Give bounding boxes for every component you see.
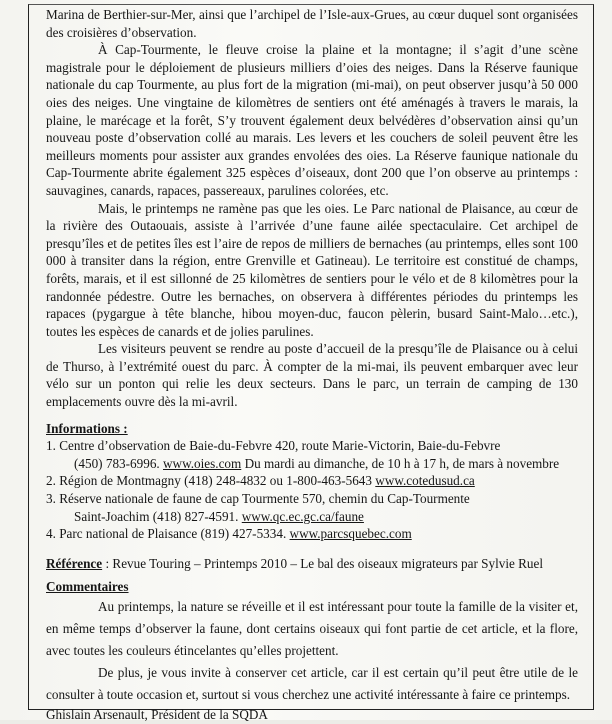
reference-text: : Revue Touring – Printemps 2010 – Le bal des oiseaux migrateurs par Sylvie Ruel (102, 555, 544, 571)
info-plaisance: 4. Parc national de Plaisance (819) 427-5334. (46, 526, 287, 542)
oies-link[interactable]: www.oies.com (163, 455, 242, 471)
info-item-2 (46, 472, 578, 490)
parcsquebec-link[interactable]: www.parcsquebec.com (289, 526, 412, 542)
signature: Ghislain Arsenault, Président de la SQDA (46, 707, 268, 722)
comments-paragraph-1: Au printemps, la nature se réveille et il est intéressant pour toute la famille de la visiter et, en même temps d’observer la faune, dont certains oiseaux qui font partie de cet article, et la flore, avec toutes les couleurs étincelantes qu’elles projettent. (46, 599, 578, 658)
info-item-3-contact (46, 508, 578, 526)
info-saint-joachim: Saint-Joachim (418) 827-4591. (74, 508, 239, 524)
article-body (46, 6, 578, 724)
article-paragraph-plaisance: Mais, le printemps ne ramène pas que les oies. Le Parc national de Plaisance, au cœur de la rivière des Outaouais, assiste à l’arrivée d’une faune ailée spectaculaire. Cet archipel de presqu’îles et de petites îles est l’aire de repos de milliers de bernaches (au printemps, elles sont 100 000 à transiter dans la région, entre Grenville et Gatineau). Le territoire est constitué de champs, forêts, marais, et il est sillonné de 25 kilomètres de sentiers pour le vélo et de 8 kilomètres pour la randonnée pédestre. Outre les bernaches, on observera à différentes périodes du printemps les rapaces (pygargue à tête blanche, hibou moyen-duc, faucon pèlerin, busard Saint-Malo…etc.), toutes les espèces de canards et de jolies parulines. (46, 200, 578, 339)
article-paragraph-cap-tourmente: À Cap-Tourmente, le fleuve croise la plaine et la montagne; il s’agit d’une scène magistrale pour le déploiement de plusieurs milliers d’oies des neiges. Dans la Réserve faunique nationale du cap Tourmente, au plus fort de la migration (mi-mai), on peut observer jusqu’à 50 000 oies des neiges. Une vingtaine de kilomètres de sentiers ont été aménagés à travers le marais, la plaine, le marécage et la forêt, S’y trouvent également deux belvédères d’observation ainsi qu’un nouveau poste d’observation collé au marais. Les levers et les couchers de soleil peuvent être les meilleurs moments pour assister aux grandes envolées des oies. La Réserve faunique nationale du Cap-Tourmente abrite également 325 espèces d’oiseaux, dont 200 que l’on observe au printemps : sauvagines, canards, rapaces, passereaux, parulines colorées, etc. (46, 42, 578, 198)
comments-heading: Commentaires (46, 579, 129, 595)
faune-link[interactable]: www.qc.ec.gc.ca/faune (241, 508, 364, 524)
info-montmagny: 2. Région de Montmagny (418) 248-4832 ou 1-800-463-5643 (46, 473, 372, 489)
informations-heading: Informations : (46, 420, 128, 436)
comments-paragraph-2: De plus, je vous invite à conserver cet article, car il est certain qu’il peut être utile de le consulter à toute occasion et, surtout si vous cherchez une activité intéressante à faire ce printemps. (46, 665, 578, 702)
article-paragraph-1: Marina de Berthier-sur-Mer, ainsi que l’archipel de l’Isle-aux-Grues, au cœur duquel sont organisées des croisières d’observation. (46, 7, 578, 40)
info-item-3: 3. Réserve nationale de faune de cap Tourmente 570, chemin du Cap-Tourmente (46, 491, 470, 507)
info-phone: (450) 783-6996. (74, 455, 160, 471)
info-hours: Du mardi au dimanche, de 10 h à 17 h, de mars à novembre (244, 455, 560, 471)
reference-label: Référence (46, 555, 103, 571)
info-item-1: 1. Centre d’observation de Baie-du-Febvre 420, route Marie-Victorin, Baie-du-Febvre (46, 438, 501, 454)
reference-line (46, 555, 578, 573)
info-item-4 (46, 525, 578, 543)
article-paragraph-visitors: Les visiteurs peuvent se rendre au poste d’accueil de la presqu’île de Plaisance ou à celui de Thurso, à l’extrémité ouest du parc. À compter de la mi-mai, ils peuvent embarquer avec leur vélo sur un ponton qui relie les deux secteurs. Dans le parc, un terrain de camping de 130 emplacements ouvre dès la mi-avril. (46, 341, 578, 410)
cotedusud-link[interactable]: www.cotedusud.ca (375, 473, 475, 489)
info-item-1-contact (46, 455, 578, 473)
